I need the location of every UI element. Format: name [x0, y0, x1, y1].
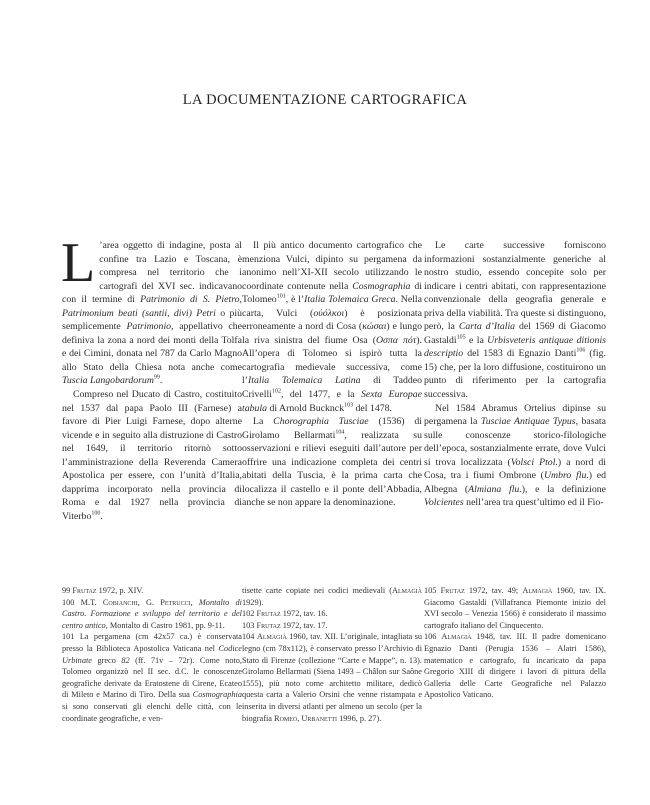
- text-column-3: [424, 239, 606, 510]
- footnote: 106 Almagià 1948, tav. III. Il padre domenicano Egnazio Danti (Perugia 1536 – Alatri 1586), matematico e cartografo, fu incaricato da papa Gregorio XIII di dirigere i lavori di pittura della Galleria delle Carte Geografiche nel Palazzo Apostolico Vaticano.: [424, 632, 606, 700]
- footnote: 101 La pergamena (cm 42x57 ca.) è conservata presso la Biblioteca Apostolica Vaticana nel Codice Urbinate greco 82 (ff. 71v – 72r). Come noto, Tolomeo organizzò nel II sec. d.C. le conoscenze geografiche derivate da Eratostene di Cirene, Ecateo di Mileto e Marino di Tiro. Della sua Cosmographia si sono conservati gli elenchi delle città, con le coordinate geografiche, e ven-: [62, 632, 242, 723]
- text-column-2: [242, 239, 422, 510]
- paragraph: La Chorographia Tusciae (1536) di Girolamo Bellarmati$^{104}$, realizzata su osservazioni e rilievi eseguiti dall’autore per offrire una indicazione completa dei centri abitati della Tuscia, è la prima carta che localizza il castello e il ponte dell’Abbadia, anche se non appare la denominazione.: [242, 416, 422, 509]
- footnotes-column-2: [242, 585, 422, 724]
- drop-cap: L: [61, 232, 96, 294]
- footnote: 103 Frutaz 1972, tav. 17.: [242, 620, 328, 630]
- footnote-ref[interactable]: 99: [153, 375, 160, 382]
- footnote-ref[interactable]: 104: [335, 429, 345, 436]
- paragraph: L ’area oggetto di indagine, posta al confine tra Lazio e Toscana, è compresa nel territorio che i cartografi del XVI sec. indicavano con il termine di Patrimonio di S. Pietro, Patrimonium beati (santii, divi) Petri o più semplicemente Patrimonio, appellativo che definiva la zona a nord dei monti della Tolfa e dei Cimini, donata nel 787 da Carlo Magno allo Stato della Chiesa nota anche come Tuscia Langobardorum$^{99}$.: [61, 232, 242, 387]
- paragraph: Il più antico documento cartografico che menziona Vulci, dipinto su pergamena da anonimo nell’XI-XII secolo utilizzando le coordinate contenute nella Cosmographia di Tolomeo$^{101}$, è l’Italia Tolemaica Greca. Nella carta, Vulci (ούόλκοι) è posizionata erroneamente a nord di Cosa (κώσαι) e lungo la riva sinistra del fiume Osa (Οσπα πότ). All’opera di Tolomeo si ispirò tutta la cartografia medievale successiva, come l’Italia Tolemaica Latina di Taddeo Crivelli$^{102}$, del 1477, e la Sexta Europae tabula di Arnold Bucknck$^{103}$ del 1478.: [242, 240, 422, 414]
- page-title: LA DOCUMENTAZIONE CARTOGRAFICA: [182, 92, 468, 108]
- footnote: 100 M.T. Cobianchi, G. Petrucci, Montalto di Castro. Formazione e sviluppo del territorio e del centro antico, Montalto di Castro 1981, pp. 9-11.: [62, 597, 242, 630]
- footnote: 104 Almagià 1960, tav. XII. L’originale, intagliata su legno (cm 78x112), è conservato presso l’Archivio di Stato di Firenze (collezione “Carte e Mappe”, n. 13). Girolamo Bellarmati (Siena 1493 – Châlon sur Saône 1555), più noto come architetto militare, dedicò questa carta a Valerio Orsini che venne ristampata e inserita in diversi atlanti per almeno un secolo (per la biografia Romeo, Urbanetti 1996, p. 27).: [242, 632, 422, 723]
- footnote-ref[interactable]: 100: [91, 510, 101, 517]
- footnote: tisette carte copiate nei codici medievali (Almagià 1929).: [242, 586, 422, 607]
- text-column-1: [61, 232, 242, 523]
- footnote: 105 Frutaz 1972, tav. 49; Almagià 1960, tav. IX. Giacomo Gastaldi (Villafranca Piemonte inizio del XVI secolo – Venezia 1566) è considerato il massimo cartografo italiano del Cinquecento.: [424, 586, 606, 630]
- paragraph: Nel 1584 Abramus Ortelius dipinse su pergamena la Tusciae Antiquae Typus, basata sulle conoscenze storico-filologiche dell’epoca, sostanzialmente errate, dove Vulci si trova localizzata (Volsci Ptol.) a nord di Cosa, tra i fiumi Ombrone (Umbro flu.) ed Albegna (Almiana flu.), e la definizione Volcientes nell’area tra quest’ultimo ed il Fio-: [424, 402, 606, 509]
- footnotes-column-1: [62, 585, 242, 724]
- footnotes-column-3: [424, 585, 606, 701]
- footnote: 99 Frutaz 1972, p. XIV.: [62, 586, 144, 595]
- paragraph: Compreso nel Ducato di Castro, costituito nel 1537 dal papa Paolo III (Farnese) a favore di Pier Luigi Farnese, dopo alterne vicende e in seguito alla distruzione di Castro nel 1649, il territorio ritornò sotto l’amministrazione della Reverenda Camera Apostolica per essere, con l’unità d’Italia, dapprima incorporato nella provincia di Roma e dal 1927 nella provincia di Viterbo$^{100}$.: [62, 389, 242, 522]
- footnote-ref[interactable]: 101: [276, 293, 286, 300]
- footnote-ref[interactable]: 103: [344, 402, 354, 409]
- footnote-ref[interactable]: 102: [271, 388, 281, 395]
- footnote-ref[interactable]: 105: [456, 334, 466, 341]
- paragraph: Le carte successive forniscono informazioni sostanzialmente generiche al nostro studio, essendo concepite solo per indicare i centri abitati, con rappresentazione convenzionale della geografia generale e priva della viabilità. Tra queste si distinguono, però, la Carta d’Italia del 1569 di Giacomo Gastaldi$^{105}$ e la Urbisveteris antiquae ditionis descriptio del 1583 di Egnazio Danti$^{106}$ (fig. 15) che, per la loro diffusione, costituirono un punto di riferimento per la cartografia successiva.: [424, 240, 607, 401]
- footnote: 102 Frutaz 1972, tav. 16.: [242, 609, 328, 619]
- footnote-ref[interactable]: 106: [576, 348, 586, 355]
